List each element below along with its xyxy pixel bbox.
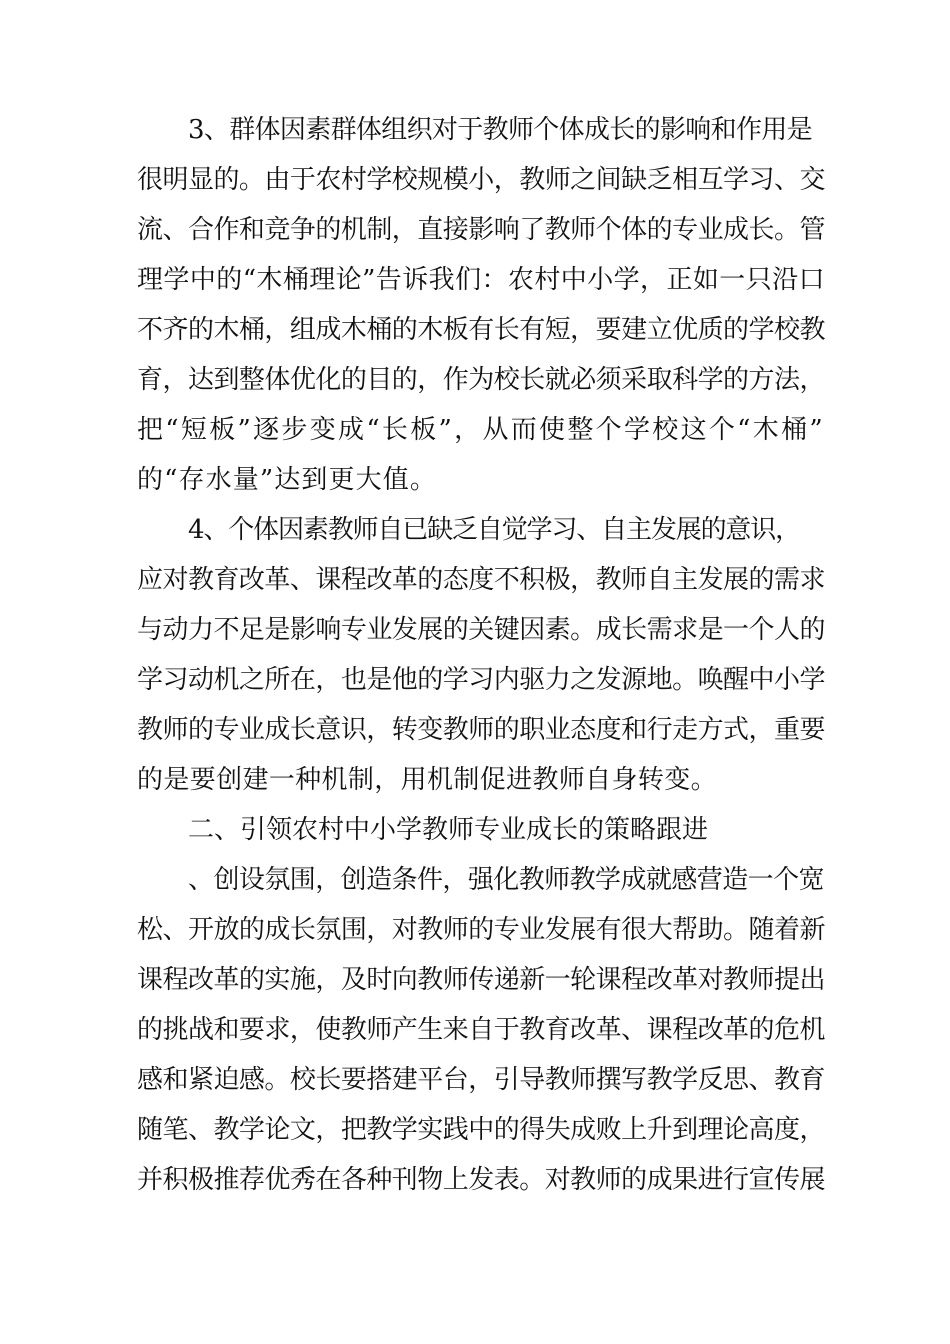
text-line-16: 、创设氛围，创造条件，强化教师教学成就感营造一个宽 [188,865,824,895]
text-line-12: 学习动机之所在，也是他的学习内驱力之发源地。唤醒中小学 [137,665,825,695]
text-line-13: 教师的专业成长意识，转变教师的职业态度和行走方式，重要 [137,715,825,745]
text-line-18: 课程改革的实施，及时向教师传递新一轮课程改革对教师提出 [137,965,825,995]
text-line-20: 感和紧迫感。校长要搭建平台，引导教师撰写教学反思、教育 [137,1065,825,1095]
text-line-10: 应对教育改革、课程改革的态度不积极，教师自主发展的需求 [137,565,825,595]
text-line-14: 的是要创建一种机制，用机制促进教师自身转变。 [137,765,717,795]
text-line-19: 的挑战和要求，使教师产生来自于教育改革、课程改革的危机 [137,1015,825,1045]
text-line-3: 流、合作和竞争的机制，直接影响了教师个体的专业成长。管 [137,215,825,245]
text-line-21: 随笔、教学论文，把教学实践中的得失成败上升到理论高度， [137,1115,825,1145]
text-line-6: 育，达到整体优化的目的，作为校长就必须采取科学的方法， [137,365,825,395]
text-line-1: 3、群体因素群体组织对于教师个体成长的影响和作用是 [188,115,812,145]
text-line-5: 不齐的木桶，组成木桶的木板有长有短，要建立优质的学校教 [137,315,825,345]
text-line-9: 4、个体因素教师自已缺乏自觉学习、自主发展的意识， [188,515,800,545]
text-line-4: 理学中的“木桶理论”告诉我们：农村中小学，正如一只沿口 [137,265,825,295]
text-line-2: 很明显的。由于农村学校规模小，教师之间缺乏相互学习、交 [137,165,825,195]
text-line-17: 松、开放的成长氛围，对教师的专业发展有很大帮助。随着新 [137,915,825,945]
section-heading: 二、引领农村中小学教师专业成长的策略跟进 [188,815,708,845]
text-line-22: 并积极推荐优秀在各种刊物上发表。对教师的成果进行宣传展 [137,1165,825,1195]
text-line-11: 与动力不足是影响专业发展的关键因素。成长需求是一个人的 [137,615,825,645]
text-line-8: 的“存水量”达到更大值。 [137,465,437,495]
text-line-7: 把“短板”逐步变成“长板”，从而使整个学校这个“木桶” [137,415,825,445]
